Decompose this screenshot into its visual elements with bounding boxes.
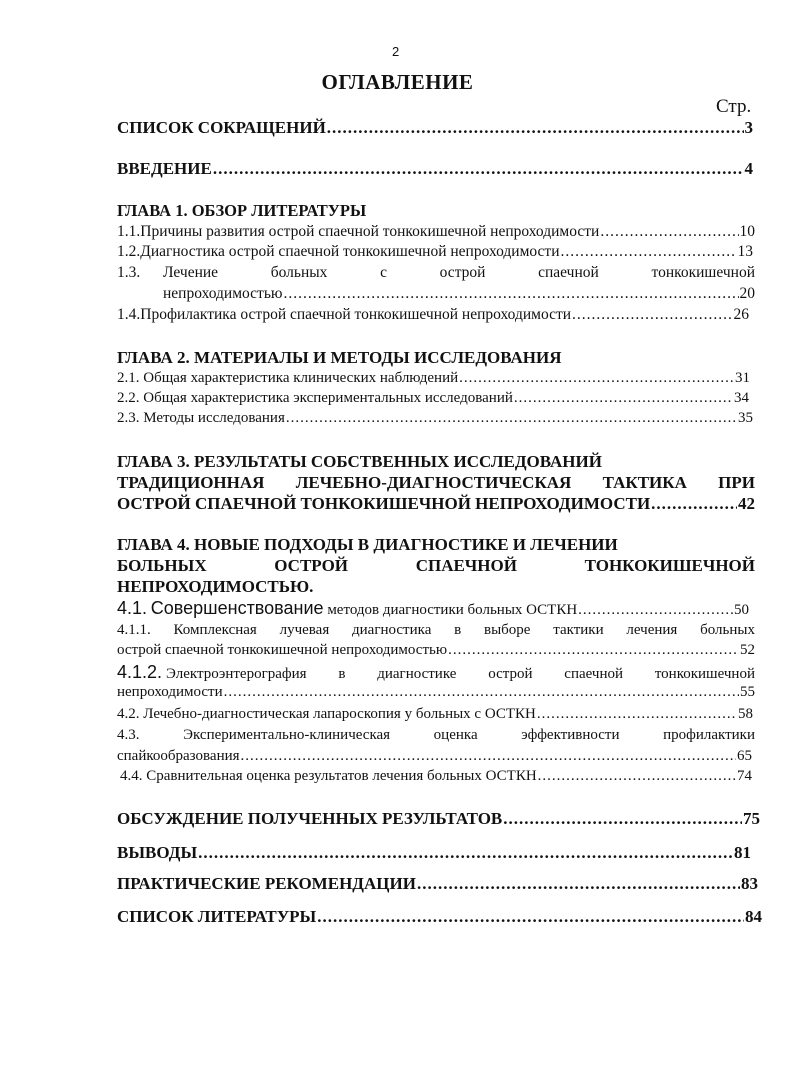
leader-dots [578, 602, 733, 619]
toc-entry-4-3[interactable] [117, 748, 752, 765]
chapter3-heading-line1[interactable]: ГЛАВА 3. РЕЗУЛЬТАТЫ СОБСТВЕННЫХ ИССЛЕДОВАНИЙ [117, 452, 602, 471]
leader-dots [503, 809, 742, 829]
leader-dots [537, 706, 737, 723]
chapter1-heading[interactable]: ГЛАВА 1. ОБЗОР ЛИТЕРАТУРЫ [117, 201, 367, 220]
toc-page: 52 [740, 642, 755, 658]
toc-page: 26 [733, 306, 749, 323]
toc-label: 4.2. Лечебно-диагностическая лапароскопия у больных с ОСТКН [117, 706, 536, 722]
toc-entry-recommendations[interactable] [117, 874, 758, 894]
toc-page: 75 [743, 809, 760, 828]
toc-page: 83 [741, 874, 758, 893]
toc-entry-2-2[interactable] [117, 390, 749, 407]
toc-label: ВВЕДЕНИЕ [117, 159, 212, 178]
page-number: 2 [392, 44, 400, 59]
toc-entry-2-3[interactable] [117, 410, 753, 427]
toc-number: 1.1. [117, 223, 141, 240]
leader-dots [417, 874, 740, 894]
toc-label: Диагностика острой спаечной тонкокишечной непроходимости [140, 243, 560, 260]
toc-page: 65 [737, 748, 752, 764]
toc-label: методов диагностики больных ОСТКН [327, 602, 578, 618]
toc-page: 58 [738, 706, 753, 722]
toc-page: 4 [744, 159, 753, 178]
chapter4-heading-line1[interactable]: ГЛАВА 4. НОВЫЕ ПОДХОДЫ В ДИАГНОСТИКЕ И ЛЕЧЕНИИ [117, 535, 618, 554]
chapter4-heading-line2[interactable]: БОЛЬНЫХ ОСТРОЙ СПАЕЧНОЙ ТОНКОКИШЕЧНОЙ [117, 556, 755, 575]
toc-page: 35 [738, 410, 753, 426]
toc-entry-1-4[interactable] [117, 306, 749, 324]
leader-dots [560, 243, 736, 261]
toc-entry-4-1[interactable] [117, 598, 749, 619]
toc-number: 1.4. [117, 306, 141, 323]
toc-label: спайкообразования [117, 748, 240, 764]
leader-dots [448, 642, 739, 659]
toc-entry-abbreviations[interactable] [117, 118, 753, 138]
leader-dots [213, 159, 744, 179]
toc-page: 55 [740, 684, 755, 700]
leader-dots [317, 907, 744, 927]
toc-entry-4-4[interactable] [120, 768, 752, 785]
toc-page: 42 [738, 494, 755, 513]
toc-entry-2-1[interactable] [117, 370, 750, 387]
toc-label: 4.4. Сравнительная оценка результатов лечения больных ОСТКН [120, 768, 537, 784]
toc-label: непроходимости [117, 684, 223, 700]
toc-number: 1.2. [117, 243, 141, 260]
toc-entry-4-1-1[interactable] [117, 642, 755, 659]
toc-page: 31 [735, 370, 750, 386]
toc-entry-1-2[interactable] [117, 243, 753, 261]
chapter3-heading-line2[interactable]: ТРАДИЦИОННАЯ ЛЕЧЕБНО-ДИАГНОСТИЧЕСКАЯ ТАКТИКА ПРИ [117, 473, 755, 492]
toc-page: 84 [745, 907, 762, 926]
toc-entry-4-1-2-line1[interactable] [117, 662, 755, 683]
toc-entry-1-3[interactable] [163, 285, 755, 303]
toc-label: острой спаечной тонкокишечной непроходимостью [117, 642, 448, 658]
toc-label: Профилактика острой спаечной тонкокишечной непроходимости [140, 306, 572, 323]
leader-dots [283, 285, 738, 303]
toc-entry-chapter3[interactable] [117, 494, 755, 514]
toc-label: 2.2. Общая характеристика экспериментальных исследований [117, 390, 513, 406]
toc-label: ОСТРОЙ СПАЕЧНОЙ ТОНКОКИШЕЧНОЙ НЕПРОХОДИМОСТИ [117, 494, 651, 513]
leader-dots [286, 410, 737, 427]
leader-dots [514, 390, 733, 407]
page-column-label: Стр. [716, 96, 752, 117]
toc-label: ПРАКТИЧЕСКИЕ РЕКОМЕНДАЦИИ [117, 874, 416, 893]
leader-dots [572, 306, 732, 324]
toc-label: СПИСОК ЛИТЕРАТУРЫ [117, 907, 317, 926]
toc-page: 13 [737, 243, 753, 260]
toc-page: 50 [734, 602, 749, 618]
toc-entry-4-1-1-line1[interactable]: 4.1.1. Комплексная лучевая диагностика в выборе тактики лечения больных [117, 622, 755, 638]
toc-page: 74 [737, 768, 752, 784]
leader-dots [651, 494, 737, 514]
leader-dots [600, 223, 738, 241]
toc-page: 81 [734, 843, 751, 862]
leader-dots [198, 843, 733, 863]
toc-label: 2.1. Общая характеристика клинических наблюдений [117, 370, 459, 386]
toc-entry-4-1-2[interactable] [117, 684, 755, 701]
toc-page: 3 [744, 118, 753, 137]
toc-number: 1.3. [117, 264, 141, 281]
toc-entry-references[interactable] [117, 907, 762, 927]
toc-label: Причины развития острой спаечной тонкокишечной непроходимости [140, 223, 600, 240]
toc-number: 4.1.2. [117, 662, 163, 682]
toc-entry-discussion[interactable] [117, 809, 760, 829]
chapter4-heading-line3[interactable]: НЕПРОХОДИМОСТЬЮ. [117, 577, 314, 596]
toc-entry-4-2[interactable] [117, 706, 753, 723]
toc-entry-introduction[interactable] [117, 159, 753, 179]
leader-dots [241, 748, 736, 765]
toc-entry-1-1[interactable] [117, 223, 755, 241]
toc-entry-4-3-line1[interactable]: 4.3. Экспериментально-клиническая оценка эффективности профилактики [117, 727, 755, 743]
leader-dots [327, 118, 744, 138]
leader-dots [224, 684, 739, 701]
toc-label: СПИСОК СОКРАЩЕНИЙ [117, 118, 326, 137]
toc-label-lead: Совершенствование [150, 598, 324, 618]
toc-label: непроходимостью [163, 285, 283, 302]
toc-label: Электроэнтерография в диагностике острой спаечной тонкокишечной [166, 666, 755, 682]
chapter2-heading[interactable]: ГЛАВА 2. МАТЕРИАЛЫ И МЕТОДЫ ИССЛЕДОВАНИЯ [117, 348, 562, 367]
toc-label: ВЫВОДЫ [117, 843, 198, 862]
toc-entry-conclusions[interactable] [117, 843, 751, 863]
toc-number: 4.1. [117, 598, 148, 618]
toc-entry-1-3-line1[interactable]: Лечение больных с острой спаечной тонкокишечной [163, 264, 755, 281]
page-title: ОГЛАВЛЕНИЕ [321, 70, 474, 94]
toc-label: 2.3. Методы исследования [117, 410, 285, 426]
toc-page: 34 [734, 390, 749, 406]
leader-dots [459, 370, 734, 387]
toc-page: 20 [739, 285, 755, 302]
leader-dots [538, 768, 736, 785]
toc-page: 10 [739, 223, 755, 240]
toc-label: ОБСУЖДЕНИЕ ПОЛУЧЕННЫХ РЕЗУЛЬТАТОВ [117, 809, 503, 828]
